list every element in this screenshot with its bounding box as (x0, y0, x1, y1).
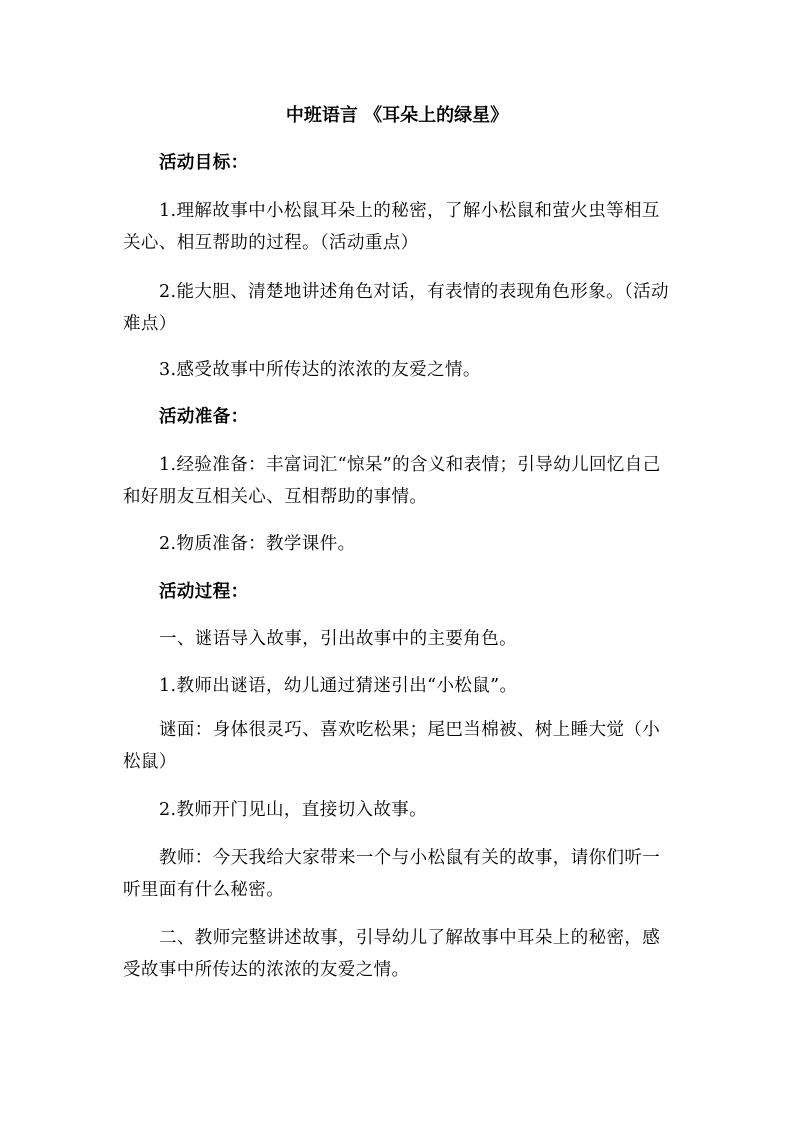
process-step-1-1: 1.教师出谜语，幼儿通过猜迷引出“小松鼠”。 (159, 676, 518, 696)
prep-heading: 活动准备： (159, 407, 249, 427)
prep-item-1: 1.经验准备：丰富词汇“惊呆”的含义和表情；引导幼儿回忆自己和好朋友互相关心、互相帮助的事情。 (123, 455, 661, 507)
prep-item-2: 2.物质准备：教学课件。 (159, 534, 356, 554)
goal-item-3: 3.感受故事中所传达的浓浓的友爱之情。 (159, 360, 481, 380)
goal-item-1: 1.理解故事中小松鼠耳朵上的秘密，了解小松鼠和萤火虫等相互关心、相互帮助的过程。（活动重点） (123, 201, 660, 253)
riddle-text: 谜面：身体很灵巧、喜欢吃松果；尾巴当棉被、树上睡大觉（小松鼠） (123, 720, 661, 772)
process-step-1-2: 2.教师开门见山，直接切入故事。 (159, 800, 428, 820)
goals-heading: 活动目标： (159, 153, 249, 173)
process-step-1: 一、谜语导入故事，引出故事中的主要角色。 (159, 629, 517, 649)
document-title: 中班语言 《耳朵上的绿星》 (285, 105, 509, 126)
process-step-2: 二、教师完整讲述故事，引导幼儿了解故事中耳朵上的秘密，感受故事中所传达的浓浓的友爱之情。 (123, 928, 661, 980)
goal-item-2: 2.能大胆、清楚地讲述角色对话，有表情的表现角色形象。（活动难点） (123, 282, 669, 334)
teacher-line: 教师：今天我给大家带来一个与小松鼠有关的故事，请你们听一听里面有什么秘密。 (123, 848, 661, 900)
process-heading: 活动过程： (159, 582, 249, 602)
